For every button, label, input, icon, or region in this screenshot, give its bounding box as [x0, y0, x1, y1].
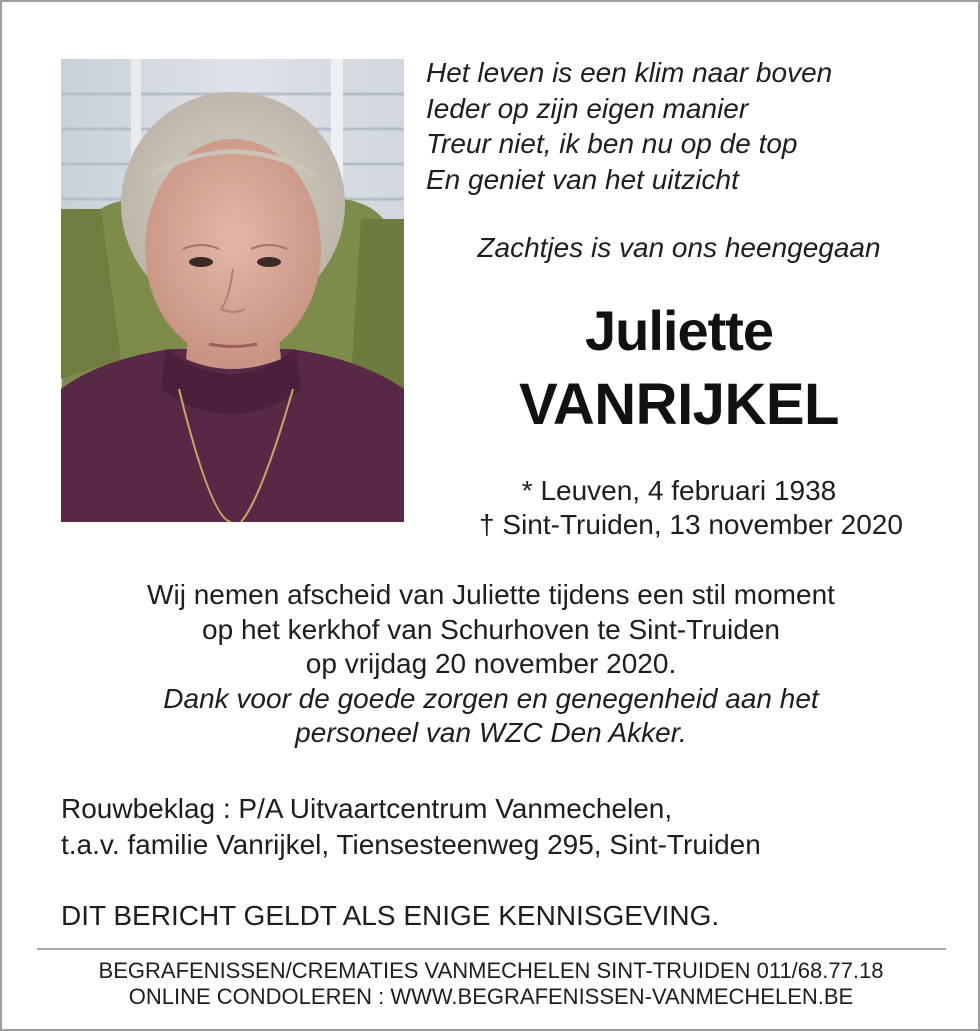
portrait-photo [61, 59, 404, 522]
intro-text: Zachtjes is van ons heengegaan [477, 232, 881, 263]
footer-contact: BEGRAFENISSEN/CREMATIES VANMECHELEN SINT-TRUIDEN 011/68.77.18 [98, 958, 884, 983]
poem-line: En geniet van het uitzicht [426, 163, 739, 195]
address-line: Rouwbeklag : P/A Uitvaartcentrum Vanmechelen, [61, 793, 673, 824]
farewell-line: Wij nemen afscheid van Juliette tijdens een stil moment [147, 579, 835, 610]
last-name: VANRIJKEL [519, 372, 839, 437]
farewell-line: op vrijdag 20 november 2020. [305, 648, 677, 679]
life-dates [424, 474, 934, 542]
birth-date: * Leuven, 4 februari 1938 [521, 475, 837, 506]
notice-text: DIT BERICHT GELDT ALS ENIGE KENNISGEVING. [61, 900, 720, 931]
footer-divider [37, 948, 946, 950]
farewell-line: op het kerkhof van Schurhoven te Sint-Truiden [202, 613, 780, 645]
first-name: Juliette [584, 299, 774, 362]
condolence-address [61, 791, 761, 863]
poem-line: Het leven is een klim naar boven [426, 57, 833, 88]
thanks-line: Dank voor de goede zorgen en genegenheid aan het [163, 682, 819, 714]
footer [2, 958, 980, 1010]
death-date: † Sint-Truiden, 13 november 2020 [479, 509, 903, 540]
poem-line: Ieder op zijn eigen manier [426, 92, 749, 124]
farewell-text [2, 578, 980, 751]
poem [426, 55, 832, 197]
thanks-line: personeel van WZC Den Akker. [295, 717, 687, 748]
footer-website: ONLINE CONDOLEREN : WWW.BEGRAFENISSEN-VANMECHELEN.BE [128, 984, 854, 1009]
poem-line: Treur niet, ik ben nu op de top [426, 128, 798, 159]
address-line: t.a.v. familie Vanrijkel, Tiensesteenweg 295, Sint-Truiden [61, 829, 761, 860]
